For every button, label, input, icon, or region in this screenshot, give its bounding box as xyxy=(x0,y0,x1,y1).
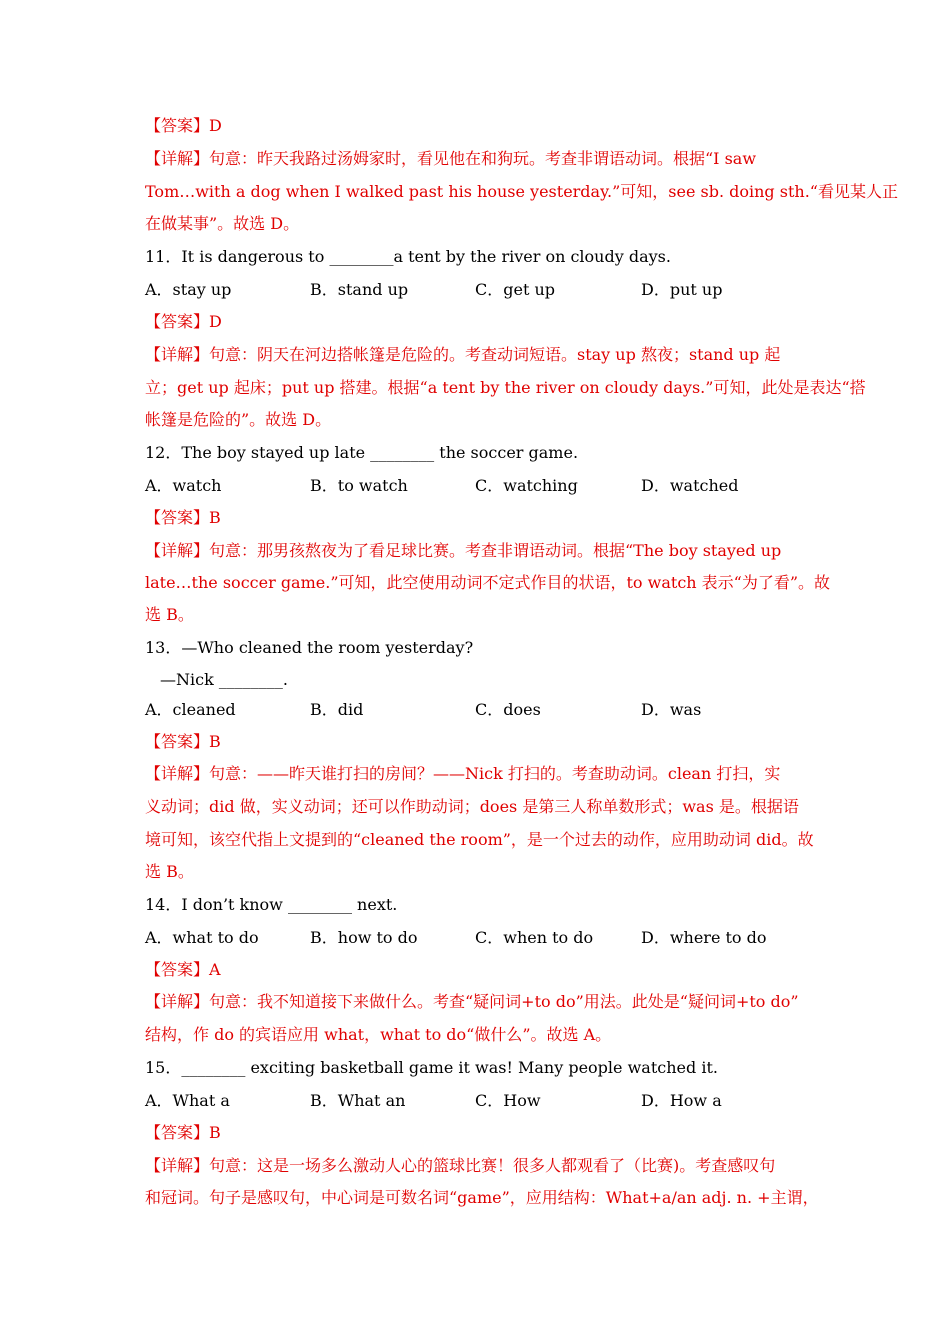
option-a: A．cleaned xyxy=(145,700,236,719)
question-13-reply: —Nick ________. xyxy=(160,670,288,689)
explanation-12-line-1: 【详解】句意：那男孩熬夜为了看足球比赛。考查非谓语动词。根据“The boy stayed up xyxy=(145,541,782,560)
explanation-12-line-2: late…the soccer game.”可知，此空使用动词不定式作目的状语，to watch 表示“为了看”。故 xyxy=(145,573,831,592)
option-d: D．watched xyxy=(641,476,739,495)
explanation-11-line-3: 帐篷是危险的”。故选 D。 xyxy=(145,410,332,429)
answer-12: 【答案】B xyxy=(145,508,221,527)
explanation-10-line-3: 在做某事”。故选 D。 xyxy=(145,214,300,233)
explanation-14-line-1: 【详解】句意：我不知道接下来做什么。考查“疑问词+to do”用法。此处是“疑问词+to do” xyxy=(145,992,799,1011)
question-13-stem: 13．—Who cleaned the room yesterday? xyxy=(145,638,474,657)
option-a: A．stay up xyxy=(145,280,232,299)
explanation-13-line-1: 【详解】句意：——昨天谁打扫的房间？——Nick 打扫的。考查助动词。clean 打扫，实 xyxy=(145,764,781,783)
option-c: C．does xyxy=(475,700,541,719)
question-14-stem: 14．I don’t know ________ next. xyxy=(145,895,398,914)
answer-13: 【答案】B xyxy=(145,732,221,751)
option-b: B．stand up xyxy=(310,280,409,299)
explanation-12-line-3: 选 B。 xyxy=(145,605,194,624)
option-d: D．put up xyxy=(641,280,723,299)
answer-14: 【答案】A xyxy=(145,960,221,979)
option-c: C．How xyxy=(475,1091,541,1110)
explanation-13-line-3: 境可知，该空代指上文提到的“cleaned the room”，是一个过去的动作，应用助动词 did。故 xyxy=(145,830,814,849)
option-b: B．What an xyxy=(310,1091,406,1110)
explanation-13-line-4: 选 B。 xyxy=(145,862,194,881)
explanation-15-line-1: 【详解】句意：这是一场多么激动人心的篮球比赛！很多人都观看了（比赛)。考查感叹句 xyxy=(145,1156,776,1175)
question-11-stem: 11．It is dangerous to ________a tent by the river on cloudy days. xyxy=(145,247,671,266)
answer-11: 【答案】D xyxy=(145,312,222,331)
option-c: C．watching xyxy=(475,476,578,495)
question-12-stem: 12．The boy stayed up late ________ the soccer game. xyxy=(145,443,579,462)
option-b: B．to watch xyxy=(310,476,408,495)
question-15-stem: 15．________ exciting basketball game it was! Many people watched it. xyxy=(145,1058,718,1077)
explanation-11-line-1: 【详解】句意：阴天在河边搭帐篷是危险的。考查动词短语。stay up 熬夜；stand up 起 xyxy=(145,345,781,364)
answer-15: 【答案】B xyxy=(145,1123,221,1142)
explanation-14-line-2: 结构，作 do 的宾语应用 what，what to do“做什么”。故选 A。 xyxy=(145,1025,612,1044)
answer-10: 【答案】D xyxy=(145,116,222,135)
option-b: B．did xyxy=(310,700,364,719)
explanation-15-line-2: 和冠词。句子是感叹句，中心词是可数名词“game”，应用结构：What+a/an adj. n. +主谓， xyxy=(145,1188,819,1207)
option-a: A．what to do xyxy=(145,928,259,947)
option-c: C．get up xyxy=(475,280,556,299)
explanation-10-line-2: Tom…with a dog when I walked past his house yesterday.”可知，see sb. doing sth.“看见某人正 xyxy=(145,182,898,201)
explanation-13-line-2: 义动词；did 做，实义动词；还可以作助动词；does 是第三人称单数形式；was 是。根据语 xyxy=(145,797,799,816)
option-d: D．How a xyxy=(641,1091,722,1110)
option-b: B．how to do xyxy=(310,928,418,947)
option-c: C．when to do xyxy=(475,928,594,947)
option-a: A．watch xyxy=(145,476,222,495)
explanation-11-line-2: 立；get up 起床；put up 搭建。根据“a tent by the river on cloudy days.”可知，此处是表达“搭 xyxy=(145,378,866,397)
option-d: D．where to do xyxy=(641,928,767,947)
explanation-10-line-1: 【详解】句意：昨天我路过汤姆家时，看见他在和狗玩。考查非谓语动词。根据“I saw xyxy=(145,149,757,168)
option-a: A．What a xyxy=(145,1091,230,1110)
option-d: D．was xyxy=(641,700,702,719)
